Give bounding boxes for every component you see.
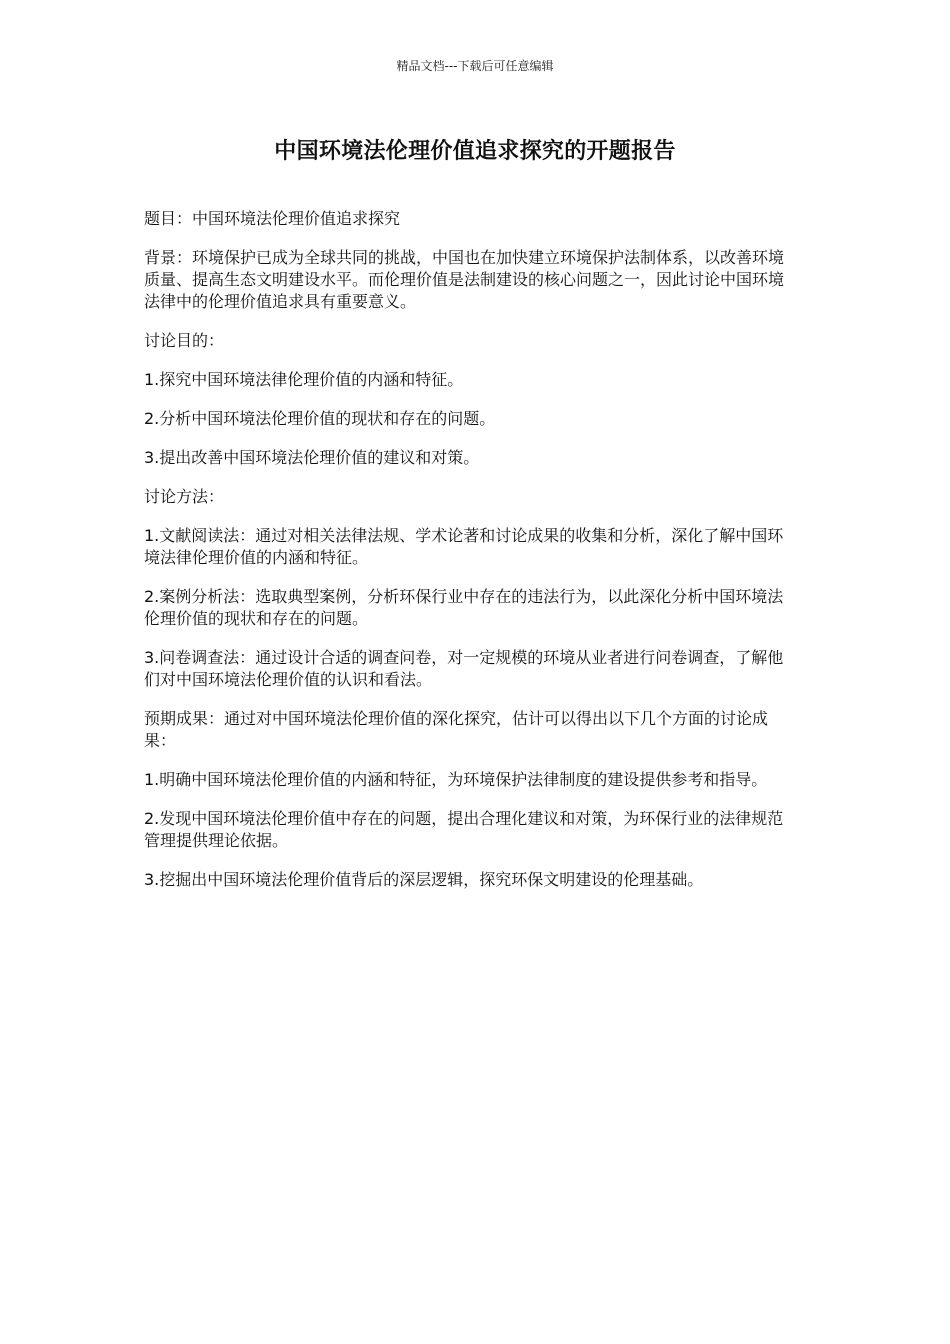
research-method-heading: 讨论方法： [144, 487, 225, 506]
research-purpose-heading: 讨论目的： [144, 331, 225, 350]
topic-paragraph: 题目：中国环境法伦理价值追求探究 [144, 209, 401, 228]
expected-results-paragraph: 预期成果：通过对中国环境法伦理价值的深化探究，估计可以得出以下几个方面的讨论成果： [144, 709, 769, 750]
background-paragraph: 背景：环境保护已成为全球共同的挑战，中国也在加快建立环境保护法制体系，以改善环境质量、提高生态文明建设水平。而伦理价值是法制建设的核心问题之一，因此讨论中国环境法律中的伦理价值追求具有重要意义。 [144, 248, 785, 311]
method-item-2: 2.案例分析法：选取典型案例，分析环保行业中存在的违法行为，以此深化分析中国环境法伦理价值的现状和存在的问题。 [144, 587, 784, 628]
page-header: 精品文档---下载后可任意编辑 [396, 59, 554, 73]
document-title: 中国环境法伦理价值追求探究的开题报告 [274, 139, 676, 164]
purpose-item-2: 2.分析中国环境法伦理价值的现状和存在的问题。 [144, 409, 496, 428]
method-item-1: 1.文献阅读法：通过对相关法律法规、学术论著和讨论成果的收集和分析，深化了解中国环境法律伦理价值的内涵和特征。 [144, 526, 784, 567]
result-item-3: 3.挖掘出中国环境法伦理价值背后的深层逻辑，探究环保文明建设的伦理基础。 [144, 870, 704, 889]
result-item-2: 2.发现中国环境法伦理价值中存在的问题，提出合理化建议和对策，为环保行业的法律规范管理提供理论依据。 [144, 809, 784, 850]
document-body [144, 208, 796, 908]
method-item-3: 3.问卷调查法：通过设计合适的调查问卷，对一定规模的环境从业者进行问卷调查，了解他们对中国环境法伦理价值的认识和看法。 [144, 648, 784, 689]
result-item-1: 1.明确中国环境法伦理价值的内涵和特征，为环境保护法律制度的建设提供参考和指导。 [144, 770, 768, 789]
purpose-item-3: 3.提出改善中国环境法伦理价值的建议和对策。 [144, 448, 480, 467]
purpose-item-1: 1.探究中国环境法律伦理价值的内涵和特征。 [144, 370, 464, 389]
